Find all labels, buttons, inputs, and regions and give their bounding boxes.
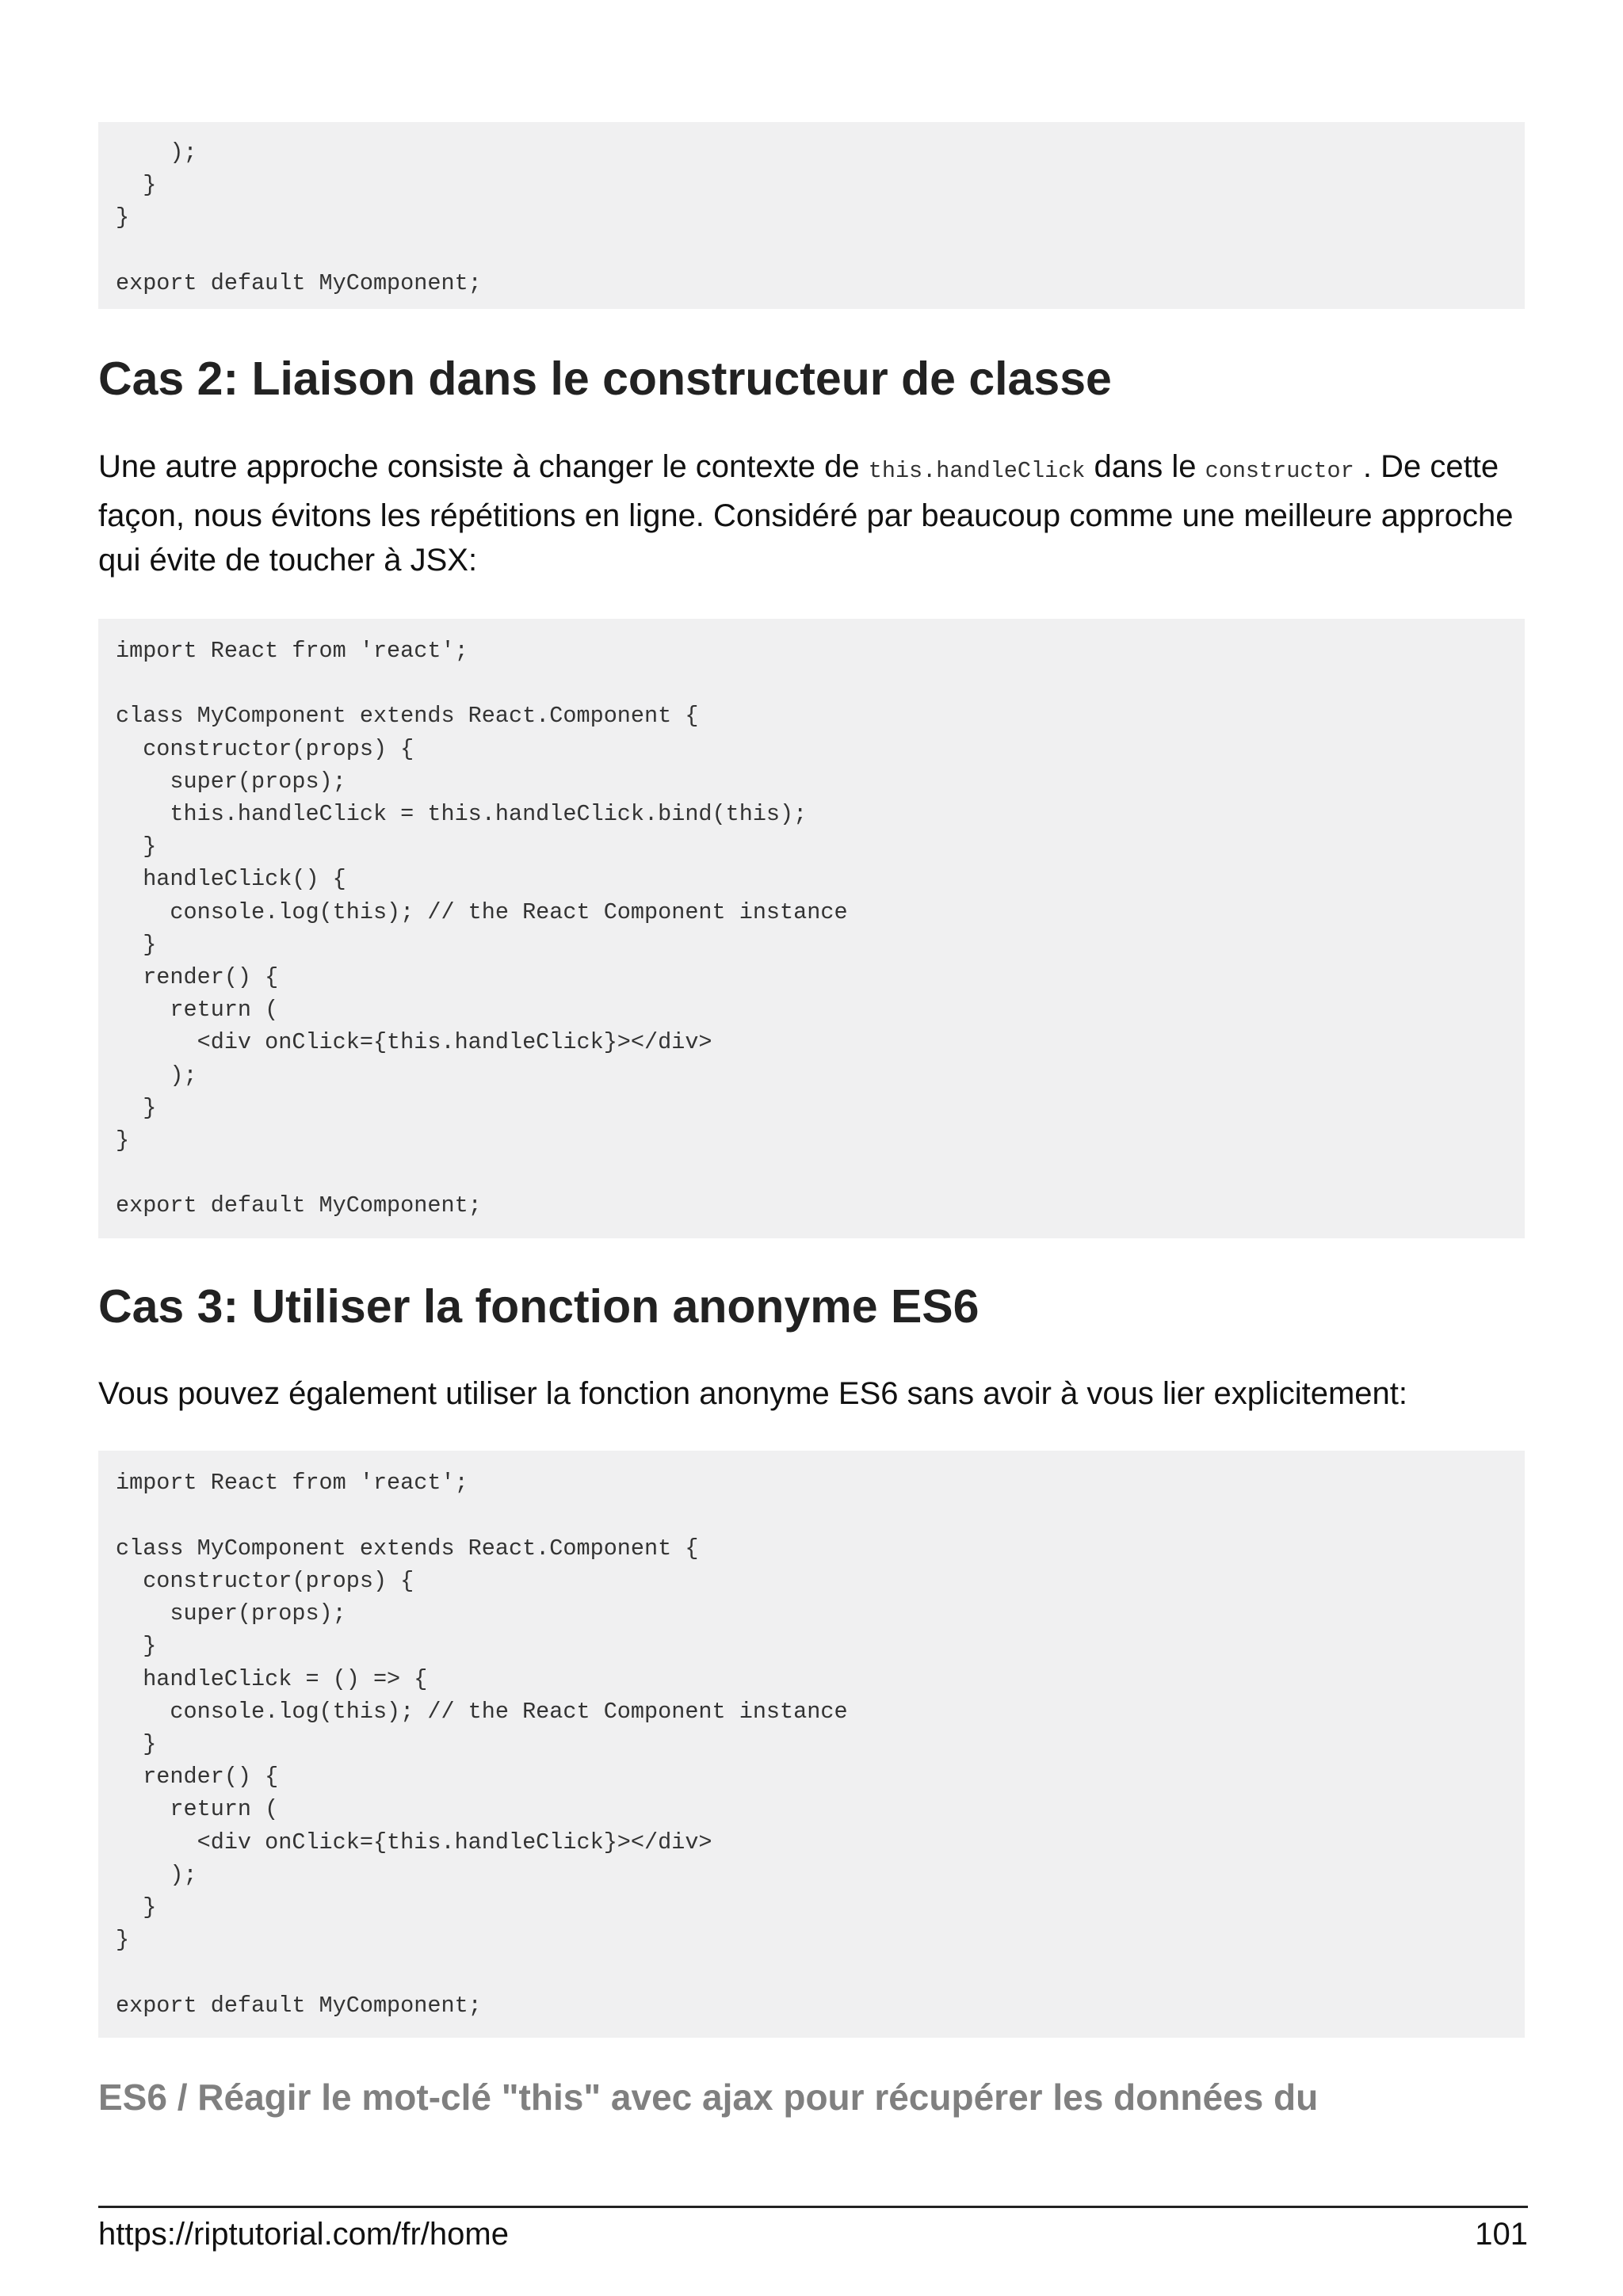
footer-divider <box>98 2206 1528 2208</box>
para-text-1: Une autre approche consiste à changer le contexte de <box>98 448 869 484</box>
code-block-cas-2: import React from 'react'; class MyComponent extends React.Component { constructor(props) { super(props); this.handleClick = this.handleClick.bind(this); } handleClick() { console.log(this); // the React Component instance } render() { return ( <div onClick={this.handleClick}></div> ); } } export default MyComponent; <box>98 619 1525 1238</box>
next-section-heading: ES6 / Réagir le mot-clé "this" avec ajax pour récupérer les données du <box>98 2076 1319 2118</box>
code-block-continuation: ); } } export default MyComponent; <box>98 122 1525 309</box>
inline-code-handleclick: this.handleClick <box>868 457 1086 484</box>
inline-code-constructor: constructor <box>1205 457 1354 484</box>
para-text-2: dans le <box>1085 448 1205 484</box>
section-3-paragraph: Vous pouvez également utiliser la fonction anonyme ES6 sans avoir à vous lier explicitement: <box>98 1376 1408 1412</box>
footer-url: https://riptutorial.com/fr/home <box>98 2217 509 2252</box>
code-block-cas-3: import React from 'react'; class MyComponent extends React.Component { constructor(props) { super(props); } handleClick = () => { console.log(this); // the React Component instance } render() { return ( <div onClick={this.handleClick}></div> ); } } export default MyComponent; <box>98 1451 1525 2037</box>
footer-page-number: 101 <box>1475 2217 1528 2252</box>
section-2-paragraph <box>98 444 1525 582</box>
section-heading-cas-3: Cas 3: Utiliser la fonction anonyme ES6 <box>98 1280 980 1333</box>
section-heading-cas-2: Cas 2: Liaison dans le constructeur de classe <box>98 353 1112 406</box>
document-page <box>98 122 1525 2118</box>
para-text-3: . De cette façon, nous évitons les répétitions en ligne. Considéré par beaucoup comme une meilleure approche qui évite de toucher à JSX: <box>98 448 1514 578</box>
